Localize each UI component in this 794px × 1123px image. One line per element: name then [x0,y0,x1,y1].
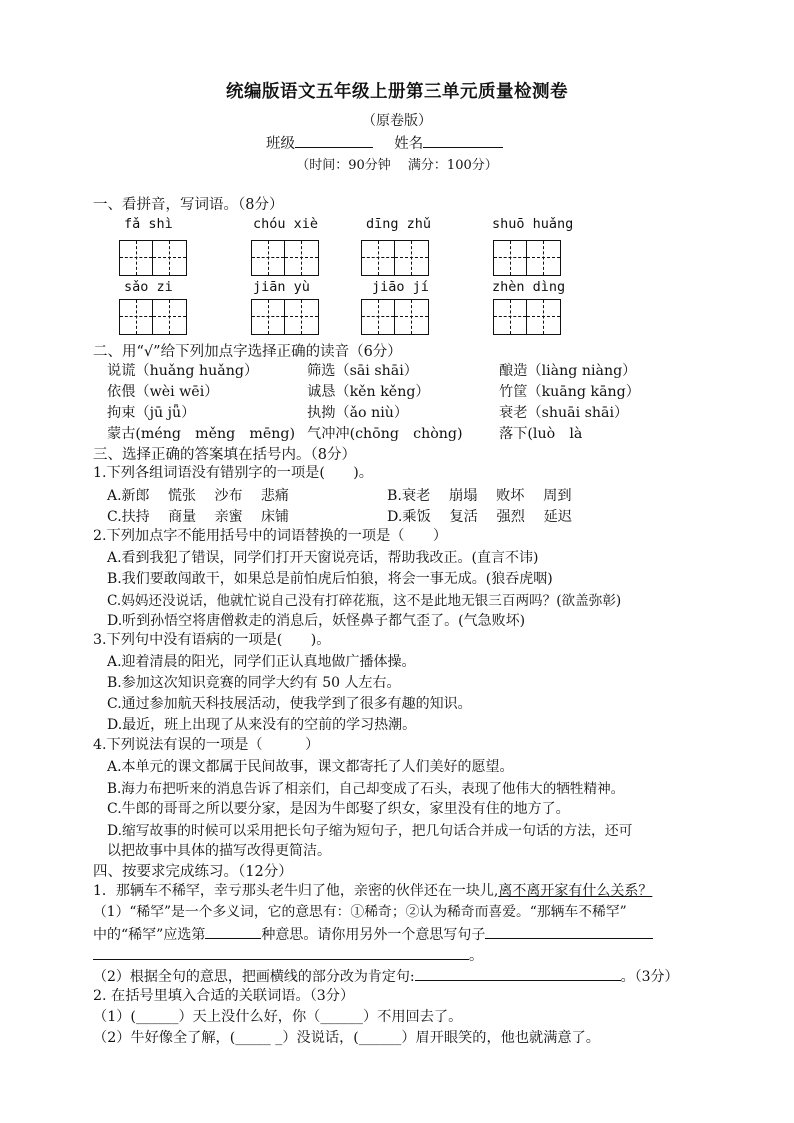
q3-3-option-b[interactable]: B.参加这次知识竞赛的同学大约有 50 人左右。 [107,675,401,691]
section3-heading: 三、选择正确的答案填在括号内。（8分） [93,447,356,463]
q3-1-option-c[interactable]: C.扶持 商量 亲蜜 床铺 [107,509,290,525]
q4-1-underlined-part: 离不离开家有什么关系？ [498,883,653,899]
write-box-4[interactable] [493,240,561,276]
q4-1-part2 [93,965,679,987]
reading-item-5[interactable]: 诚恳（kěn kěng） [307,384,430,400]
reading-item-1[interactable]: 说谎（huǎng huǎng） [107,363,259,379]
q3-4-option-c[interactable]: C.牛郎的哥哥之所以要分家，是因为牛郎娶了织女，家里没有住的地方了。 [107,801,570,817]
page-title: 统编版语文五年级上册第三单元质量检测卷 [226,82,568,102]
section1-heading: 一、看拼音，写词语。（8分） [93,197,284,213]
q3-2-option-c[interactable]: C.妈妈还没说话，他就忙说自己没有打碎花瓶，这不是此地无银三百两吗？(欲盖弥彰) [107,593,622,609]
q3-4-option-b[interactable]: B.海力布把听来的消息告诉了相亲们，自己却变成了石头，表现了他伟大的牺牲精神。 [107,781,625,797]
reading-item-3[interactable]: 酿造（liàng niàng） [499,363,637,379]
reading-item-11[interactable]: 气冲冲(chōng chòng) [307,426,463,442]
pinyin-2: chóu xiè [253,216,319,232]
q4-1-part1-line3 [93,944,483,966]
q4-1-part2-score: 。（3分） [620,969,679,985]
q3-2-option-a[interactable]: A.看到我犯了错误，同学们打开天窗说亮话，帮助我改正。(直言不讳) [107,550,539,566]
q3-4-option-d[interactable]: D.缩写故事的时候可以采用把长句子缩为短句子，把几句话合并成一句话的方法，还可 [107,823,633,839]
q4-1-prompt-a: 中的“稀罕”应选第 [93,927,206,943]
reading-item-7[interactable]: 拘束（jū jǖ） [107,405,196,421]
q4-1-part2-prompt: （2）根据全句的意思，把画横线的部分改为肯定句: [93,969,415,985]
q4-1-part1: （1）“稀罕”是一个多义词，它的意思有：①稀奇；②认为稀奇而喜爱。“那辆车不稀罕” [93,904,627,920]
q3-2-option-b[interactable]: B.我们要敢闯敢干，如果总是前怕虎后怕狼，将会一事无成。(狼吞虎咽) [107,571,553,587]
q3-2-option-d[interactable]: D.听到孙悟空将唐僧救走的消息后，妖怪鼻子都气歪了。(气急败坏) [107,613,526,629]
time-info: （时间：90分钟 满分：100分） [296,158,498,173]
q4-1-sentence [93,881,652,901]
q3-4-stem: 4.下列说法有误的一项是（ ） [93,737,320,753]
pinyin-6: jiān yù [253,279,310,295]
q3-4-option-d-cont: 以把故事中具体的描写改得更简洁。 [107,843,331,859]
reading-item-6[interactable]: 竹筐（kuāng kāng） [499,384,640,400]
write-box-8[interactable] [493,299,561,335]
q3-1-option-b[interactable]: B.衰老 崩塌 败坏 周到 [387,488,572,504]
q4-1-sentence-text: 1．那辆车不稀罕，幸亏那头老牛归了他，亲密的伙伴还在一块儿, [93,883,499,899]
q4-1-part1-line2 [93,923,653,945]
reading-item-8[interactable]: 执拗（ǎo niù） [307,405,409,421]
q3-1-stem: 1.下列各组词语没有错别字的一项是( )。 [93,465,373,481]
q3-3-option-d[interactable]: D.最近，班上出现了从来没有的空前的学习热潮。 [107,717,417,733]
q4-1-blank-sentence-cont[interactable] [93,944,469,960]
write-box-2[interactable] [251,240,319,276]
pinyin-3: dīng zhǔ [366,216,432,232]
write-box-1[interactable] [119,240,187,276]
page-subtitle: （原卷版） [362,113,432,129]
q4-2-line1[interactable]: （1）(______）天上没什么好，你（______）不用回去了。 [93,1009,463,1025]
pinyin-1: fǎ shì [124,216,173,232]
q3-3-option-a[interactable]: A.迎着清晨的阳光，同学们正认真地做广播体操。 [107,654,416,670]
q4-1-blank-choice[interactable] [205,923,261,939]
q4-1-blank-sentence[interactable] [485,923,653,939]
q3-1-option-a[interactable]: A.新郎 慌张 沙布 悲痛 [107,488,289,504]
write-box-3[interactable] [361,240,429,276]
pinyin-4: shuō huǎng [492,216,574,232]
write-box-5[interactable] [119,299,187,335]
reading-item-2[interactable]: 筛选（sāi shāi） [307,363,418,379]
q3-2-stem: 2.下列加点字不能用括号中的词语替换的一项是（ ） [93,528,448,544]
section2-heading: 二、用“√”给下列加点字选择正确的读音（6分） [93,344,402,360]
q4-2-line2[interactable]: （2）牛好像全了解，(_____ _）没说话，(______）眉开眼笑的，他也就满意了。 [93,1030,600,1046]
q4-1-prompt-b: 种意思。请你用另外一个意思写句子 [261,927,486,943]
write-box-7[interactable] [361,299,429,335]
reading-item-9[interactable]: 衰老（shuāi shāi） [499,405,629,421]
q4-2-stem: 2. 在括号里填入合适的关联词语。（3分） [93,988,355,1004]
reading-item-4[interactable]: 依偎（wèi wēi） [107,384,219,400]
q3-3-option-c[interactable]: C.通过参加航天科技展活动，使我学到了很多有趣的知识。 [107,696,472,712]
q4-1-blank-affirmative[interactable] [415,965,621,981]
q3-1-option-d[interactable]: D.乘饭 复活 强烈 延迟 [387,509,572,525]
name-label: 姓名 [394,136,424,152]
name-blank[interactable] [423,133,503,148]
write-box-6[interactable] [251,299,319,335]
reading-item-12[interactable]: 落下(luò là [499,426,583,442]
pinyin-8: zhèn dìng [492,279,566,295]
pinyin-7: jiāo jí [372,279,429,295]
pinyin-5: sǎo zi [124,279,173,295]
reading-item-10[interactable]: 蒙古(méng měng mēng) [107,426,296,442]
section4-heading: 四、按要求完成练习。（12分） [93,864,293,880]
q3-3-stem: 3.下列句中没有语病的一项是( )。 [93,632,331,648]
class-label: 班级 [266,136,295,152]
q4-1-period: 。 [469,948,484,964]
q3-4-option-a[interactable]: A.本单元的课文都属于民间故事，课文都寄托了人们美好的愿望。 [107,759,514,775]
class-blank[interactable] [295,133,373,148]
class-name-line [266,132,503,153]
